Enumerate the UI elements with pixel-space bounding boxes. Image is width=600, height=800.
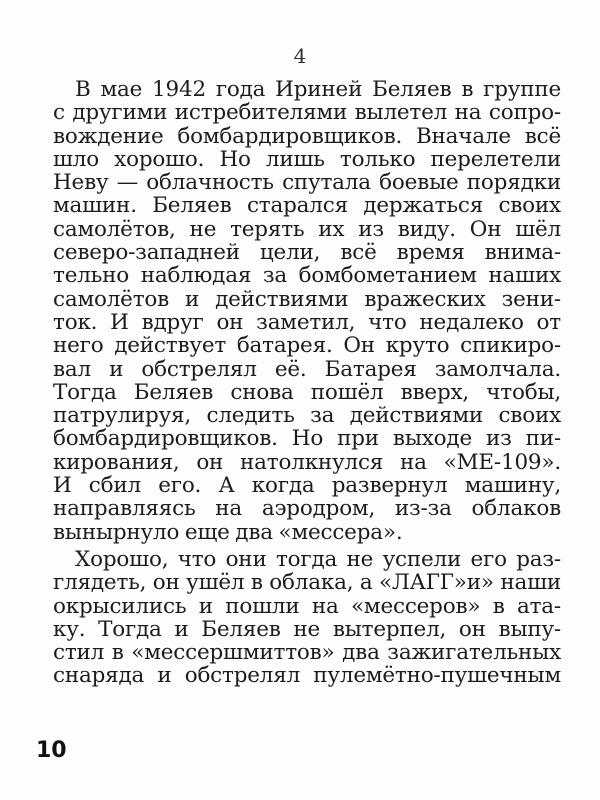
text-line: Тогда Беляев снова пошёл вверх, чтобы, — [53, 380, 561, 405]
text-line: самолётов, не терять их из виду. Он шёл — [53, 217, 561, 242]
text-line: ток. И вдруг он заметил, что недалеко от — [53, 310, 561, 335]
paragraph-2 — [53, 548, 561, 688]
text-line: глядеть, он ушёл в облака, а «ЛАГГ»и» наши — [53, 571, 561, 595]
text-line: окрысились и пошли на «мессеров» в ата- — [53, 594, 561, 618]
text-line: ку. Тогда и Беляев не вытерпел, он выпу- — [53, 617, 561, 642]
text-line: северо-западней цели, всё время внима- — [53, 241, 561, 265]
text-line: И сбил его. А когда развернул машину, — [53, 474, 561, 498]
text-line: патрулируя, следить за действиями своих — [53, 404, 561, 428]
text-line: самолётов и действиями вражеских зени- — [53, 287, 561, 311]
text-line: В мае 1942 года Ириней Беляев в группе — [75, 78, 561, 102]
text-line: с другими истребителями вылетел на сопро- — [53, 101, 561, 125]
text-line: машин. Беляев старался держаться своих — [53, 194, 561, 218]
text-line: бомбардировщиков. Но при выходе из пи- — [53, 427, 561, 451]
text-line: снаряда и обстрелял пулемётно-пушечным — [53, 664, 561, 688]
text-line: направляясь на аэродром, из-за облаков — [53, 497, 561, 521]
text-line: кирования, он натолкнулся на «МЕ-109». — [53, 450, 561, 475]
text-line: Хорошо, что они тогда не успели его раз- — [75, 547, 561, 572]
text-line: него действует батарея. Он круто спикиро- — [53, 334, 561, 358]
text-line: вынырнуло еще два «мессера». — [53, 520, 403, 544]
page-number-bottom: 10 — [36, 738, 67, 763]
text-line: вождение бомбардировщиков. Вначале всё — [53, 124, 561, 148]
body-text — [53, 78, 561, 688]
text-line: тельно наблюдая за бомбометанием наших — [53, 264, 561, 288]
text-line: Неву — облачность спутала боевые порядки — [53, 171, 561, 195]
page-number-top: 4 — [293, 44, 307, 68]
text-line: шло хорошо. Но лишь только перелетели — [53, 147, 561, 172]
text-line: стил в «мессершмиттов» два зажигательных — [53, 641, 561, 665]
text-line: вал и обстрелял её. Батарея замолчала. — [53, 357, 561, 381]
paragraph-1 — [53, 78, 561, 544]
